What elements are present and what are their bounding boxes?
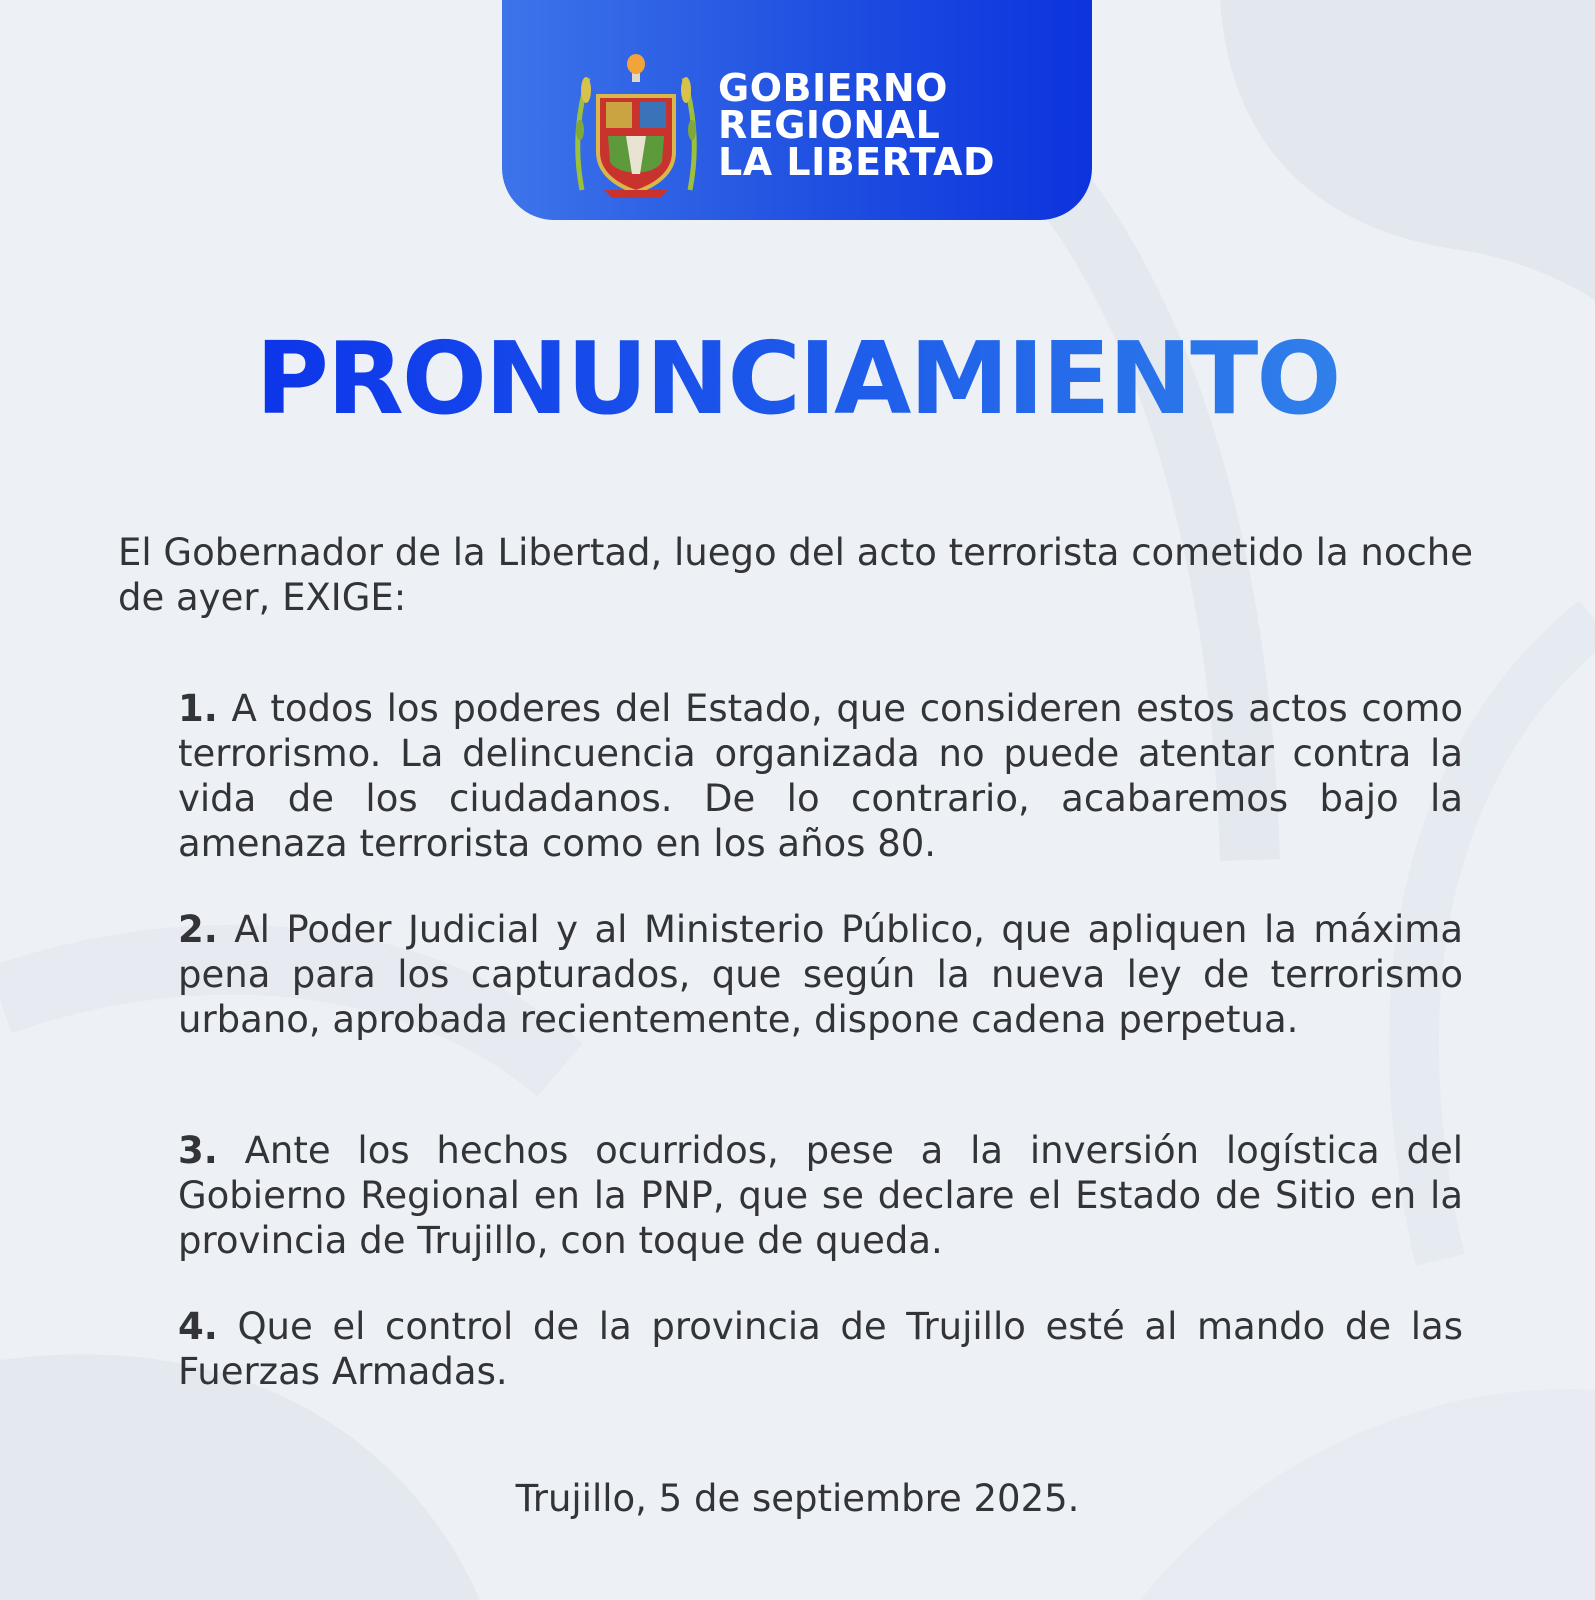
header-banner bbox=[502, 0, 1092, 220]
demand-text: A todos los poderes del Estado, que consideren estos actos como terrorismo. La delincuencia organizada no puede atentar contra la vida de los ciudadanos. De lo contrario, acabaremos bajo la amenaza terrorista como en los años 80. bbox=[178, 687, 1463, 865]
demand-number: 4. bbox=[178, 1305, 218, 1348]
demand-number: 2. bbox=[178, 908, 218, 951]
demand-item bbox=[178, 1128, 1463, 1263]
demand-item bbox=[178, 907, 1463, 1042]
demand-item bbox=[178, 1304, 1463, 1394]
brand-line-1: GOBIERNO bbox=[718, 66, 948, 110]
brand-wordmark bbox=[718, 66, 996, 184]
demand-number: 3. bbox=[178, 1129, 218, 1172]
demand-text: Que el control de la provincia de Trujillo esté al mando de las Fuerzas Armadas. bbox=[178, 1305, 1463, 1393]
page-title: PRONUNCIAMIENTO bbox=[0, 320, 1595, 437]
brand-line-2: REGIONAL bbox=[718, 103, 941, 147]
intro-paragraph: El Gobernador de la Libertad, luego del acto terrorista cometido la noche de ayer, EXIGE: bbox=[118, 531, 1474, 619]
demand-number: 1. bbox=[178, 687, 218, 730]
demand-text: Ante los hechos ocurridos, pese a la inversión logística del Gobierno Regional en la PNP, que se declare el Estado de Sitio en la provincia de Trujillo, con toque de queda. bbox=[178, 1129, 1463, 1262]
demand-item bbox=[178, 686, 1463, 866]
signature-date: Trujillo, 5 de septiembre 2025. bbox=[515, 1477, 1080, 1520]
regional-coat-of-arms-icon bbox=[570, 50, 702, 200]
demand-text: Al Poder Judicial y al Ministerio Público, que apliquen la máxima pena para los capturados, que según la nueva ley de terrorismo urbano, aprobada recientemente, dispone cadena perpetua. bbox=[178, 908, 1463, 1041]
brand-line-3: LA LIBERTAD bbox=[718, 140, 996, 184]
